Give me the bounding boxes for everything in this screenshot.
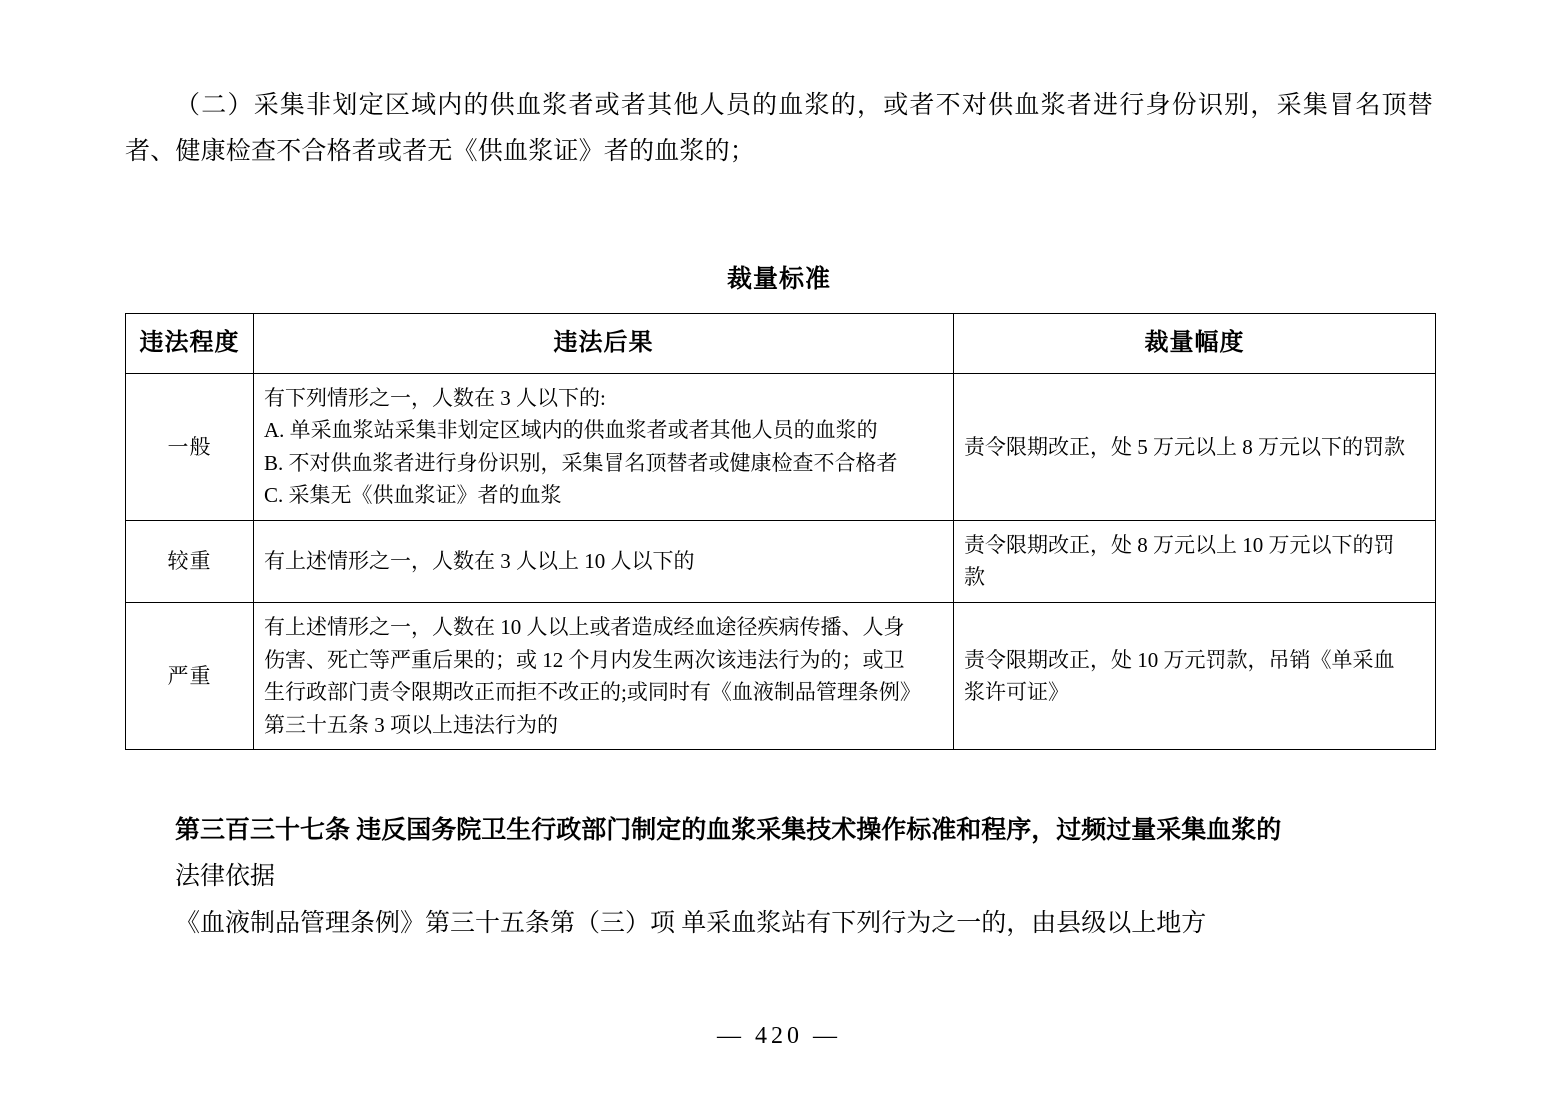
article-heading: 第三百三十七条 违反国务院卫生行政部门制定的血浆采集技术操作标准和程序，过频过量采集血浆的: [175, 817, 1282, 845]
post-table-spacer: [125, 750, 1433, 808]
table-header: [126, 313, 1436, 373]
range-line: 责令限期改正，处 8 万元以上 10 万元以下的罚: [964, 532, 1395, 557]
article-section: [125, 808, 1433, 947]
cell-range: [954, 602, 1436, 749]
legal-basis-text: 《血液制品管理条例》第三十五条第（三）项 单采血浆站有下列行为之一的，由县级以上地方: [175, 909, 1207, 937]
range-line: 浆许可证》: [964, 680, 1069, 705]
result-line: 第三十五条 3 项以上违法行为的: [264, 712, 558, 737]
cell-result: [254, 520, 954, 602]
table-row: [126, 373, 1436, 520]
table-body: [126, 373, 1436, 749]
table-header-row: [126, 313, 1436, 373]
range-line: 款: [964, 565, 985, 590]
result-line: 有上述情形之一，人数在 10 人以上或者造成经血途径疾病传播、人身: [264, 614, 905, 639]
table-row: [126, 602, 1436, 749]
table-title: 裁量标准: [726, 265, 831, 293]
header-range: 裁量幅度: [954, 313, 1436, 373]
result-line: C. 采集无《供血浆证》者的血浆: [264, 483, 562, 508]
cell-range: [954, 520, 1436, 602]
result-line: 伤害、死亡等严重后果的；或 12 个月内发生两次该违法行为的；或卫: [264, 647, 905, 672]
cell-range: [954, 373, 1436, 520]
result-line: 有下列情形之一，人数在 3 人以下的:: [264, 385, 606, 410]
result-line: 生行政部门责令限期改正而拒不改正的;或同时有《血液制品管理条例》: [264, 680, 921, 705]
top-spacer: [125, 0, 1433, 58]
header-result: 违法后果: [254, 313, 954, 373]
cell-result: [254, 373, 954, 520]
result-line: B. 不对供血浆者进行身份识别，采集冒名顶替者或健康检查不合格者: [264, 450, 898, 475]
table-row: [126, 520, 1436, 602]
page-number: — 420 —: [717, 1023, 841, 1049]
cell-result: [254, 602, 954, 749]
cell-degree: 严重: [126, 602, 254, 749]
range-line: 责令限期改正，处 10 万元罚款，吊销《单采血: [964, 647, 1395, 672]
discretion-standard-table: [125, 313, 1436, 751]
cell-degree: 较重: [126, 520, 254, 602]
range-line: 责令限期改正，处 5 万元以上 8 万元以下的罚款: [964, 434, 1405, 459]
pre-table-spacer: [125, 201, 1433, 259]
header-degree: 违法程度: [126, 313, 254, 373]
cell-degree: 一般: [126, 373, 254, 520]
result-line: 有上述情形之一，人数在 3 人以上 10 人以下的: [264, 549, 695, 574]
result-line: A. 单采血浆站采集非划定区域内的供血浆者或者其他人员的血浆的: [264, 418, 878, 443]
intro-paragraph: （二）采集非划定区域内的供血浆者或者其他人员的血浆的，或者不对供血浆者进行身份识别，采集冒名顶替者、健康检查不合格者或者无《供血浆证》者的血浆的；: [125, 92, 1433, 166]
legal-basis-label: 法律依据: [175, 863, 276, 891]
